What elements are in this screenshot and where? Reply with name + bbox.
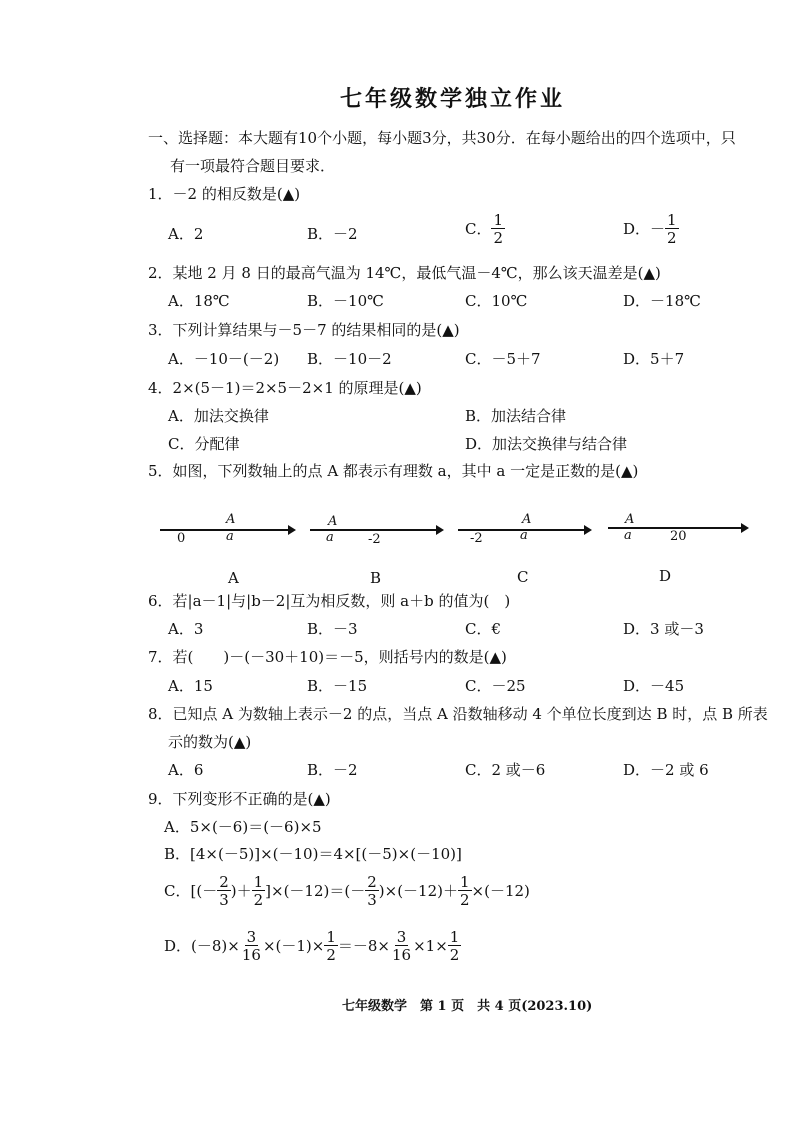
q7-option-a: A．15 (168, 677, 213, 695)
q1-option-d (623, 213, 679, 246)
fraction-denominator: 2 (460, 891, 470, 909)
expr-fraction (448, 930, 462, 963)
q4-option-d: D．加法交换律与结合律 (465, 435, 628, 453)
expr-fraction (252, 875, 266, 908)
axis-arrow-icon (741, 523, 749, 533)
q4-option-a: A．加法交换律 (168, 407, 269, 425)
fraction-numerator: 1 (493, 211, 504, 229)
number-line-b-point-label: A (328, 514, 338, 529)
q4-stem: 4．2×(5－1)＝2×5－2×1 的原理是(▲) (148, 379, 422, 397)
expr-fraction (240, 930, 263, 963)
page-title: 七年级数学独立作业 (340, 86, 566, 112)
number-line-b-ref-label: -2 (368, 532, 381, 547)
fraction-denominator: 2 (253, 891, 264, 909)
fraction-denominator: 3 (219, 891, 229, 909)
fraction-numerator: 1 (449, 928, 460, 946)
q2-stem: 2．某地 2 月 8 日的最高气温为 14℃，最低气温－4℃，那么该天温差是(▲) (148, 264, 661, 282)
number-line-a-caption: A (228, 569, 239, 587)
q9-option-a: A．5×(－6)＝(－6)×5 (164, 818, 322, 836)
fraction-denominator: 2 (326, 946, 336, 964)
expr-fraction (458, 875, 472, 908)
q6-option-d: D．3 或－3 (623, 620, 704, 638)
q2-option-c: C．10℃ (465, 292, 528, 310)
q1-option-d-fraction (665, 213, 679, 246)
q9-stem: 9．下列变形不正确的是(▲) (148, 790, 331, 808)
fraction-numerator: 1 (253, 873, 264, 891)
q4-option-c: C．分配律 (168, 435, 240, 453)
fraction-denominator: 16 (241, 946, 261, 964)
number-line-c-var-label: a (520, 528, 528, 543)
number-line-a-ref-label: 0 (177, 531, 186, 546)
number-line-b-caption: B (370, 569, 382, 587)
fraction-denominator: 2 (493, 229, 504, 247)
expr-part: ×(－1)× (262, 937, 325, 955)
fraction-numerator: 3 (246, 928, 257, 946)
q1-option-c-fraction (491, 213, 505, 246)
q3-option-a: A．－10－(－2) (168, 350, 280, 368)
q8-option-d: D．－2 或 6 (623, 761, 709, 779)
number-line-b-var-label: a (326, 530, 334, 545)
expr-part: )＋ (230, 882, 252, 900)
q9-option-c (164, 875, 530, 908)
q8-option-b: B．－2 (307, 761, 358, 779)
fraction-numerator: 2 (367, 873, 377, 891)
q7-option-c: C．－25 (465, 677, 526, 695)
expr-fraction (324, 930, 338, 963)
fraction-numerator: 3 (396, 928, 407, 946)
q8-stem-line1: 8．已知点 A 为数轴上表示－2 的点，当点 A 沿数轴移动 4 个单位长度到达 B 时，点 B 所表 (148, 705, 768, 723)
fraction-numerator: 1 (326, 928, 336, 946)
number-line-c-ref-label: -2 (470, 531, 483, 546)
number-line-a-var-label: a (226, 529, 234, 544)
q1-option-c-label: C． (465, 220, 492, 238)
expr-part: [(－ (190, 882, 218, 900)
fraction-denominator: 16 (392, 946, 412, 964)
q7-option-b: B．－15 (307, 677, 368, 695)
q2-option-a: A．18℃ (168, 292, 230, 310)
q1-option-c (465, 213, 505, 246)
q2-option-d: D．－18℃ (623, 292, 701, 310)
q8-option-c: C．2 或－6 (465, 761, 546, 779)
q1-stem: 1．－2 的相反数是(▲) (148, 185, 301, 203)
q8-option-a: A．6 (168, 761, 204, 779)
q6-option-c: C．€ (465, 620, 502, 638)
expr-part: ]×(－12)＝(－ (265, 882, 366, 900)
expr-fraction (217, 875, 231, 908)
q6-option-b: B．－3 (307, 620, 358, 638)
q7-stem: 7．若( )－(－30＋10)＝－5，则括号内的数是(▲) (148, 648, 507, 666)
q2-option-b: B．－10℃ (307, 292, 384, 310)
q3-stem: 3．下列计算结果与－5－7 的结果相同的是(▲) (148, 321, 460, 339)
q1-option-b: B．－2 (307, 225, 358, 243)
q9-option-c-label: C． (164, 882, 191, 900)
expr-part: ×(－12) (471, 882, 530, 900)
q4-option-b: B．加法结合律 (465, 407, 567, 425)
number-line-d-var-label: a (624, 528, 632, 543)
axis-arrow-icon (436, 525, 444, 535)
expr-part: (－8)× (191, 937, 240, 955)
expr-part: )×(－12)＋ (378, 882, 458, 900)
number-line-a-point-label: A (226, 512, 236, 527)
number-line-d-caption: D (659, 567, 672, 585)
q6-option-a: A．3 (168, 620, 204, 638)
fraction-numerator: 2 (219, 873, 229, 891)
expr-part: ×1× (413, 937, 448, 955)
expr-part: ＝－8× (337, 937, 391, 955)
fraction-denominator: 3 (367, 891, 377, 909)
q8-stem-line2: 示的数为(▲) (168, 733, 252, 751)
page-footer: 七年级数学 第 1 页 共 4 页(2023.10) (342, 999, 593, 1014)
number-line-c-caption: C (517, 568, 529, 586)
q9-option-d (164, 930, 461, 963)
axis-arrow-icon (584, 525, 592, 535)
q7-option-d: D．－45 (623, 677, 685, 695)
q6-stem: 6．若|a－1|与|b－2|互为相反数，则 a＋b 的值为( ) (148, 592, 511, 610)
number-line-c-point-label: A (522, 512, 532, 527)
fraction-numerator: 1 (667, 211, 677, 229)
axis-arrow-icon (288, 525, 296, 535)
expr-fraction (365, 875, 379, 908)
fraction-denominator: 2 (449, 946, 460, 964)
number-line-d-point-label: A (625, 512, 635, 527)
q3-option-b: B．－10－2 (307, 350, 392, 368)
section-header-line2: 有一项最符合题目要求． (170, 157, 336, 175)
q9-option-b: B．[4×(－5)]×(－10)＝4×[(－5)×(－10)] (164, 845, 462, 863)
number-line-d-ref-label: 20 (670, 529, 687, 544)
q1-option-a: A．2 (168, 225, 204, 243)
q1-option-d-label: D．－ (623, 220, 666, 238)
fraction-denominator: 2 (667, 229, 677, 247)
section-header-line1: 一、选择题：本大题有10个小题，每小题3分，共30分．在每小题给出的四个选项中，只 (148, 129, 736, 147)
fraction-numerator: 1 (460, 873, 470, 891)
q3-option-d: D．5＋7 (623, 350, 685, 368)
q9-option-d-label: D． (164, 937, 192, 955)
q5-stem: 5．如图，下列数轴上的点 A 都表示有理数 a，其中 a 一定是正数的是(▲) (148, 462, 639, 480)
q3-option-c: C．－5＋7 (465, 350, 541, 368)
expr-fraction (390, 930, 413, 963)
